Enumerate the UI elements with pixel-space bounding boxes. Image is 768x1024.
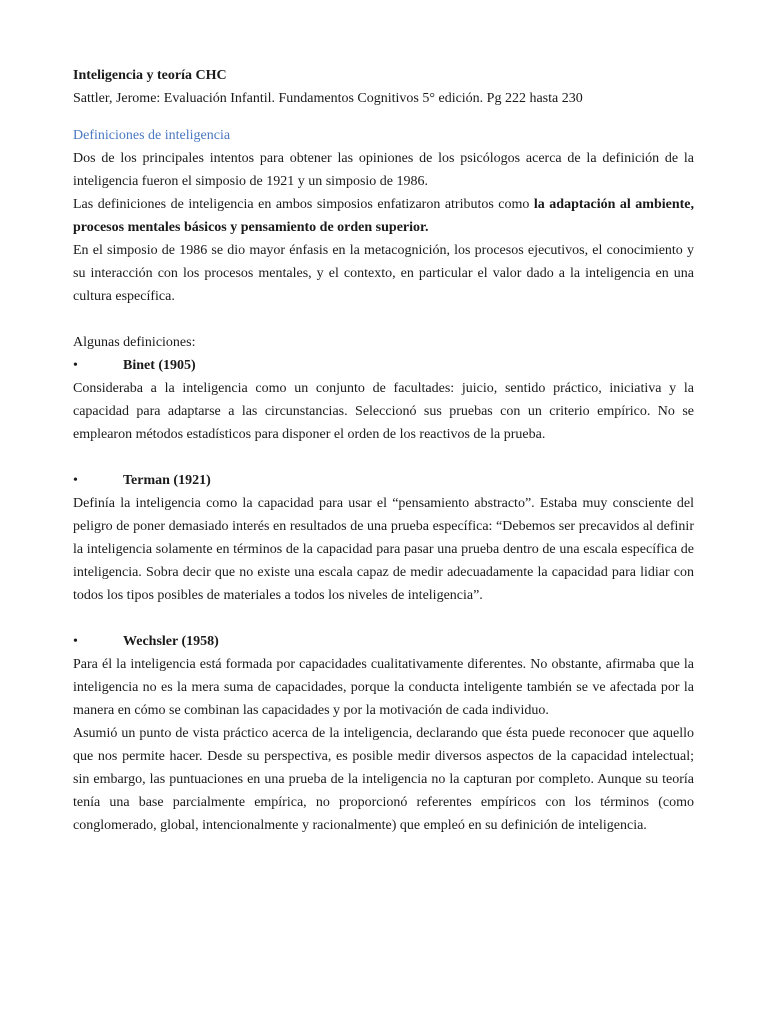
definition-label: Wechsler (1958) [123,634,219,649]
paragraph-attributes [73,193,694,239]
definitions-intro: Algunas definiciones: [73,335,196,350]
paragraph-attributes-text: Las definiciones de inteligencia en ambos simposios enfatizaron atributos como [73,197,534,212]
definition-heading-terman [73,469,694,492]
paragraph-1986: En el simposio de 1986 se dio mayor énfasis en la metacognición, los procesos ejecutivos, el conocimiento y su interacción con los procesos mentales, y el contexto, en particular el valor dado a la inteligencia en una cultura específica. [73,243,694,304]
bullet-icon: • [73,473,78,488]
definition-label: Terman (1921) [123,473,211,488]
paragraph-attributes-bold: la adaptación al ambiente, procesos mentales básicos y pensamiento de orden superior. [73,197,694,235]
citation: Sattler, Jerome: Evaluación Infantil. Fundamentos Cognitivos 5° edición. Pg 222 hasta 230 [73,91,583,106]
definition-text-wechsler-2: Asumió un punto de vista práctico acerca de la inteligencia, declarando que ésta puede reconocer que aquello que nos permite hacer. Desde su perspectiva, es posible medir diversos aspectos de la capacidad intelectual; sin embargo, las puntuaciones en una prueba de la inteligencia no la capturan por completo. Aunque su teoría tenía una base parcialmente empírica, no proporcionó referentes empíricos con los términos (como conglomerado, global, intencionalmente y racionalmente) que empleó en su definición de inteligencia. [73,726,694,833]
bullet-icon: • [73,358,78,373]
definition-heading-binet [73,354,694,377]
document-title: Inteligencia y teoría CHC [73,68,227,83]
definition-text-terman: Definía la inteligencia como la capacidad para usar el “pensamiento abstracto”. Estaba muy consciente del peligro de poner demasiado interés en resultados de una prueba específica: “Debemos ser precavidos al definir la inteligencia solamente en términos de la capacidad para pasar una prueba dentro de una escala específica de inteligencia. Sobra decir que no existe una escala capaz de medir adecuadamente la capacidad para lidiar con todos los tipos posibles de materiales a todos los niveles de inteligencia”. [73,496,694,603]
definition-heading-wechsler [73,630,694,653]
definition-label: Binet (1905) [123,358,196,373]
paragraph-symposia: Dos de los principales intentos para obtener las opiniones de los psicólogos acerca de la definición de la inteligencia fueron el simposio de 1921 y un simposio de 1986. [73,151,694,189]
document-body [73,64,694,837]
bullet-icon: • [73,634,78,649]
definition-text-wechsler-1: Para él la inteligencia está formada por capacidades cualitativamente diferentes. No obstante, afirmaba que la inteligencia no es la mera suma de capacidades, porque la conducta inteligente también se ve afectada por la manera en cómo se combinan las capacidades y por la motivación de cada individuo. [73,657,694,718]
definition-text-binet: Consideraba a la inteligencia como un conjunto de facultades: juicio, sentido práctico, iniciativa y la capacidad para adaptarse a las circunstancias. Seleccionó sus pruebas con un criterio empírico. No se emplearon métodos estadísticos para disponer el orden de los reactivos de la prueba. [73,381,694,442]
section-heading: Definiciones de inteligencia [73,128,231,143]
